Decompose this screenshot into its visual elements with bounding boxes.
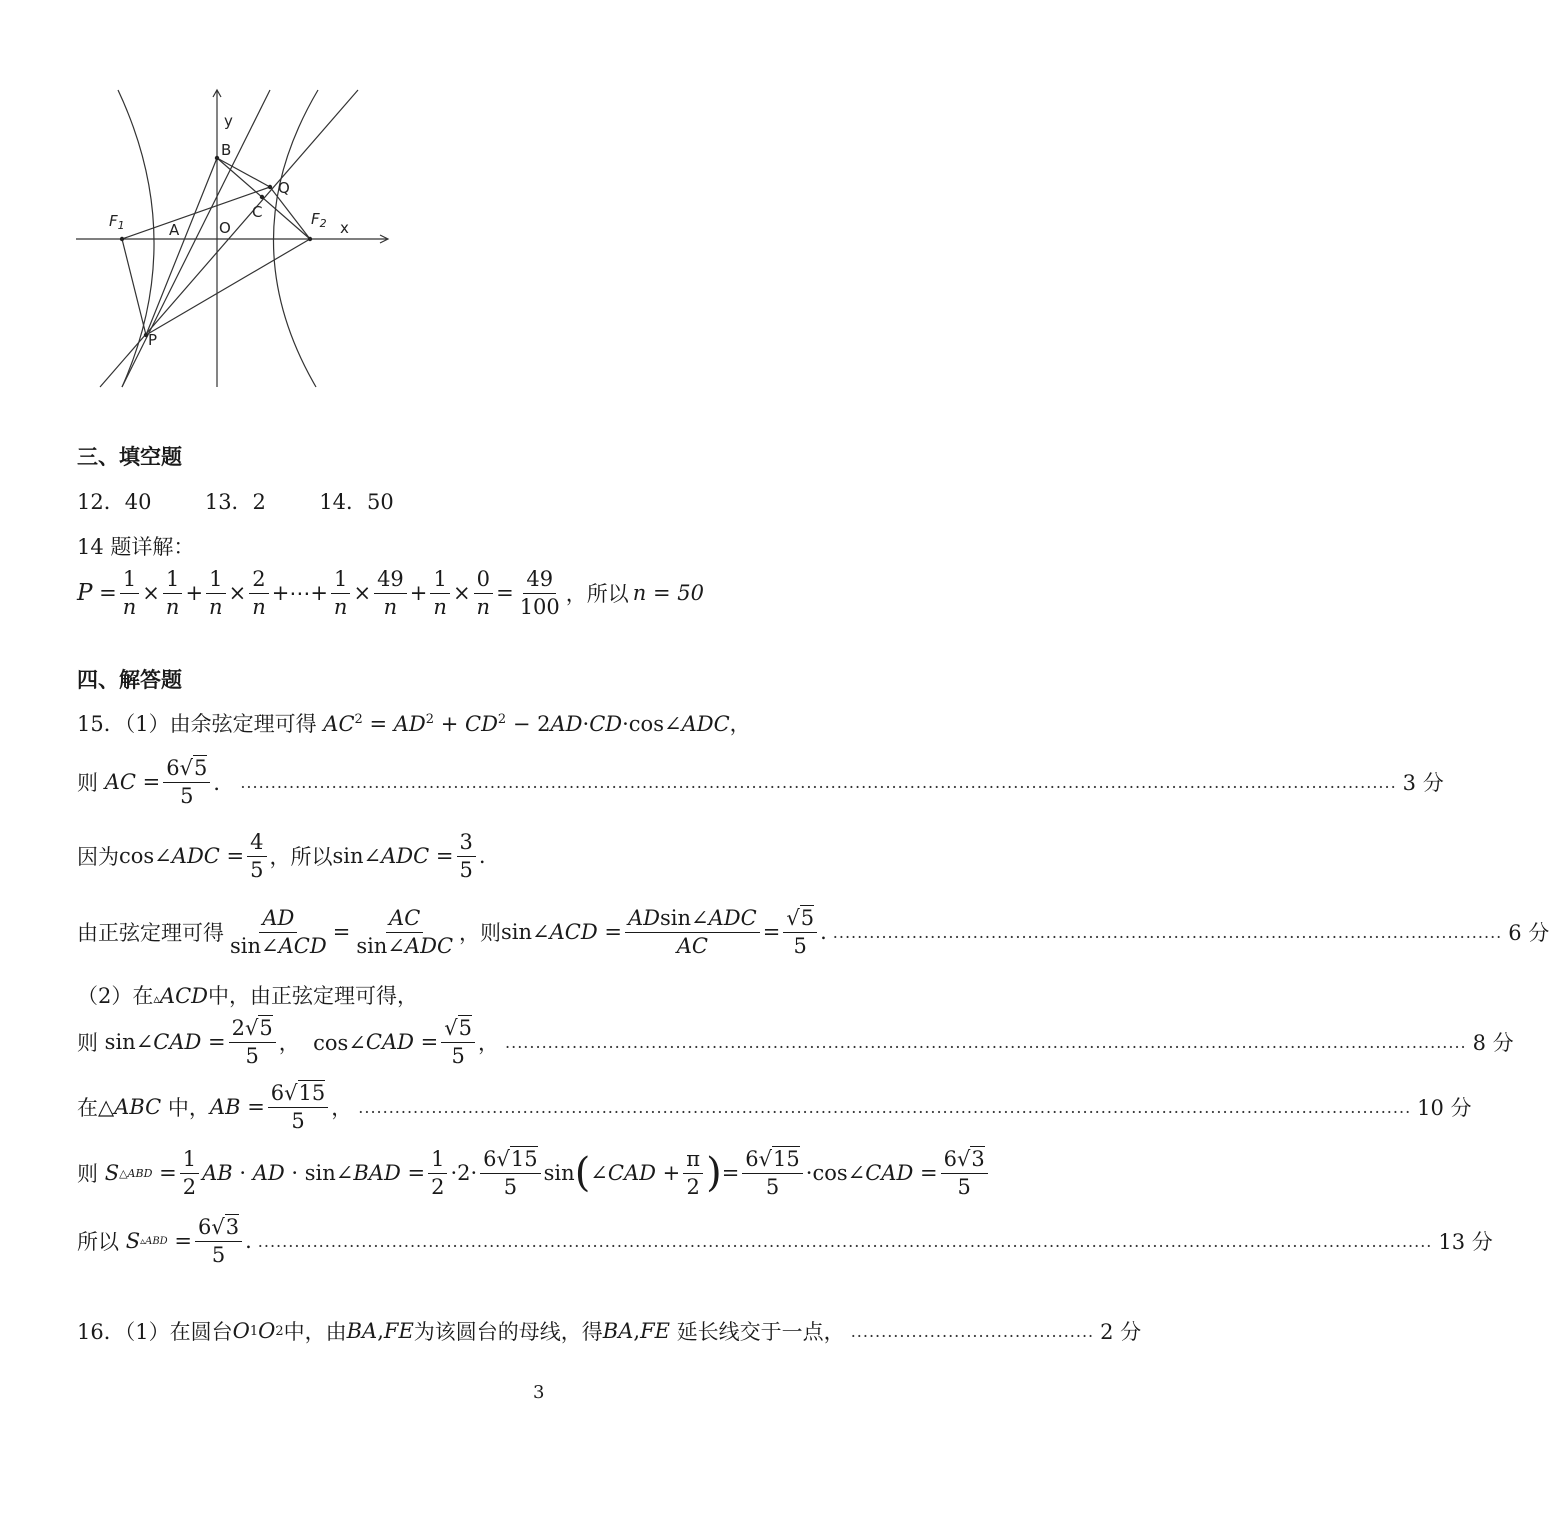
label-o: O (219, 219, 231, 237)
q15-line-ac: 则 AC = $\frac{6√5}{5}$ ． .............................................................................................................................................................................................. 3 分 (77, 755, 1444, 808)
label-x: x (340, 219, 349, 237)
label-f2: $F_2$ (311, 210, 327, 230)
score-6: 6 分 (1508, 921, 1549, 945)
label-q: Q (278, 179, 290, 197)
q14-result: n = 50 (632, 581, 704, 605)
score-8: 8 分 (1472, 1031, 1514, 1055)
answer-12: 12．40 (77, 490, 152, 514)
label-b: B (221, 141, 232, 159)
q14-title: 14 题详解： (77, 535, 195, 559)
label-f1: $F_1$ (109, 212, 125, 232)
q15-part2: （2）在▵ACD中，由正弦定理可得， (77, 984, 418, 1008)
section-3-heading: 三、填空题 (77, 445, 182, 469)
q14-suffix: ，所以 (565, 582, 629, 606)
q16-line: 16．（1）在圆台 O 1 O 2 中，由 BA , FE 为该圆台的母线，得 BA , FE 延长线交于一点， ........................................ 2 分 (77, 1316, 1003, 1346)
q15-line-ab: 在 △ ABC 中， AB = $\frac{6√15}{5}$ ， ............................................................................................................................................................................. 10 分 (77, 1080, 1472, 1133)
section-4-heading: 四、解答题 (77, 668, 182, 692)
score-3: 3 分 (1402, 771, 1444, 795)
answer-14: 14．50 (319, 490, 394, 514)
answer-13: 13．2 (204, 490, 266, 514)
q15-line-cos: 因为 cos∠ ADC = $\frac{4}{5}$ ，所以 sin∠ ADC = $\frac{3}{5}$ . (77, 829, 486, 882)
q15-line-sine-law: 由正弦定理可得 $\frac{AD}{\text{sin∠ACD}}$ = $\frac{AC}{\text{sin∠ADC}}$ ，则 sin∠ ACD = $\frac{\text{ADsin∠ADC}}{AC}$ = $\frac{√5}{5}$ . .............................................................................................................. 6 分 (77, 905, 1549, 958)
q15-line-cad: 则 sin∠ CAD = $\frac{2√5}{5}$ ， cos∠ CAD = $\frac{√5}{5}$ ， .............................................................................................................................................................. 8 分 (77, 1015, 1514, 1068)
fill-in-answers (77, 486, 394, 516)
q15-intro: 15．（1）由余弦定理可得 $AC^2 = AD^2 + CD^2$ − 2AD·CD·cos∠ADC， (77, 712, 751, 736)
q15-line-area: 则 S △ABD = $\frac{1}{2}$ AB · AD · sin∠ BAD = $\frac{1}{2}$ ·2· $\frac{6√15}{5}$ sin ( ∠ CAD + $\frac{\pi}{2}$ ) = $\frac{6√15}{5}$ ·cos∠ CAD = $\frac{6√3}{5}$ (77, 1142, 991, 1204)
score-13: 13 分 (1438, 1230, 1493, 1254)
q14-formula: P = $\frac{1}{n}$ × $\frac{1}{n}$ + $\frac{1}{n}$ × $\frac{2}{n}$ +⋯+ $\frac{1}{n}$ × $\frac{49}{n}$ + $\frac{1}{n}$ × $\frac{0}{n}$ = $\frac{49}{100}$ ，所以 n = 50 (77, 566, 704, 619)
label-y: y (224, 112, 233, 130)
page-number: 3 (533, 1382, 545, 1403)
q15-line-final: 所以 S ▵ABD = $\frac{6√3}{5}$ . ................................................................................................................................................................................................. 13 分 (77, 1214, 1493, 1267)
hyperbola-figure (70, 85, 400, 395)
score-10: 10 分 (1417, 1096, 1472, 1120)
label-p: P (148, 331, 158, 349)
label-a: A (169, 221, 180, 239)
q16-score: 2 分 (1100, 1320, 1142, 1344)
label-c: C (252, 203, 263, 221)
